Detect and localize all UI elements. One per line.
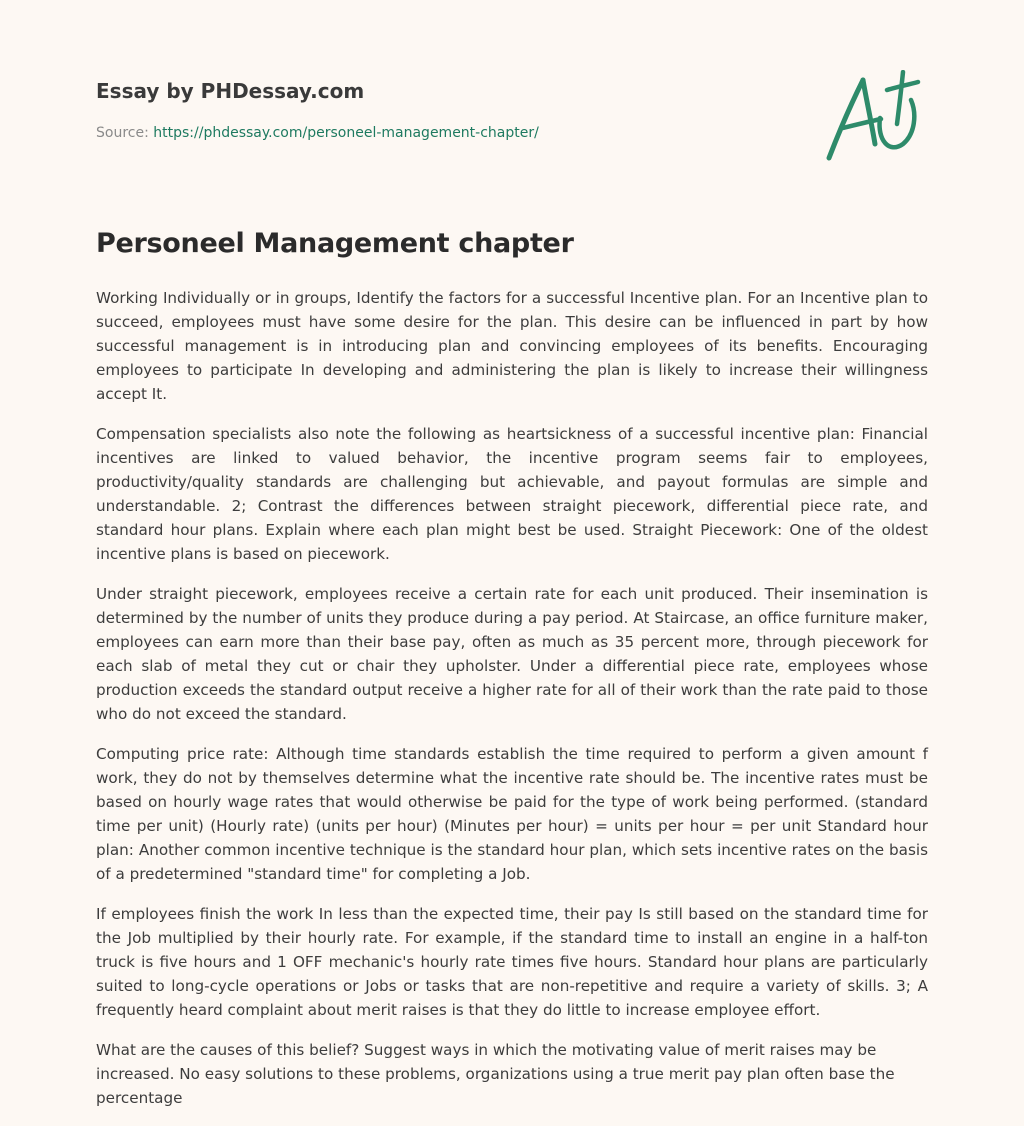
source-label: Source:	[96, 125, 149, 141]
paragraph: Under straight piecework, employees receive a certain rate for each unit produced. Their insemination is determined by the number of units they produce during a pay period. At Staircase, an office furniture maker, employees can earn more than their base pay, often as much as 35 percent more, through piecework for each slab of metal they cut or chair they upholster. Under a differential piece rate, employees whose production exceeds the standard output receive a higher rate for all of their work than the rate paid to those who do not exceed the standard.	[96, 585, 928, 723]
paragraph: Computing price rate: Although time standards establish the time required to perform a given amount f work, they do not by themselves determine what the incentive rate should be. The incentive rates must be based on hourly wage rates that would otherwise be paid for the type of work being performed. (standard time per unit) (Hourly rate) (units per hour) (Minutes per hour) = units per hour = per unit Standard hour plan: Another common incentive technique is the standard hour plan, which sets incentive rates on the basis of a predetermined "standard time" for completing a Job.	[96, 745, 928, 883]
paragraph: Working Individually or in groups, Identify the factors for a successful Incentive plan. For an Incentive plan to succeed, employees must have some desire for the plan. This desire can be influenced in part by how successful management is in introducing plan and convincing employees of its benefits. Encouraging employees to participate In developing and administering the plan is likely to increase their willingness accept It.	[96, 289, 928, 403]
paragraph: If employees finish the work In less than the expected time, their pay Is still based on the standard time for the Job multiplied by their hourly rate. For example, if the standard time to install an engine in a half-ton truck is five hours and 1 OFF mechanic's hourly rate times five hours. Standard hour plans are particularly suited to long-cycle operations or Jobs or tasks that are non-repetitive and require a variety of skills. 3; A frequently heard complaint about merit raises is that they do little to increase employee effort.	[96, 905, 928, 1019]
page-title: Personeel Management chapter	[96, 228, 574, 259]
paragraph: What are the causes of this belief? Suggest ways in which the motivating value of merit raises may be increased. No easy solutions to these problems, organizations using a true merit pay plan often base the percentage	[96, 1041, 895, 1107]
paragraph: Compensation specialists also note the following as heartsickness of a successful incentive plan: Financial incentives are linked to valued behavior, the incentive program seems fair to employees, productivity/quality standards are challenging but achievable, and payout formulas are simple and understandable. 2; Contrast the differences between straight piecework, differential piece rate, and standard hour plans. Explain where each plan might best be used. Straight Piecework: One of the oldest incentive plans is based on piecework.	[96, 425, 928, 563]
essay-header	[96, 78, 928, 168]
a-plus-grade-icon	[825, 70, 925, 162]
site-title: Essay by PHDessay.com	[96, 79, 365, 103]
source-line	[96, 124, 539, 142]
essay-body	[96, 286, 928, 1126]
source-link[interactable]: https://phdessay.com/personeel-management-chapter/	[153, 125, 539, 141]
